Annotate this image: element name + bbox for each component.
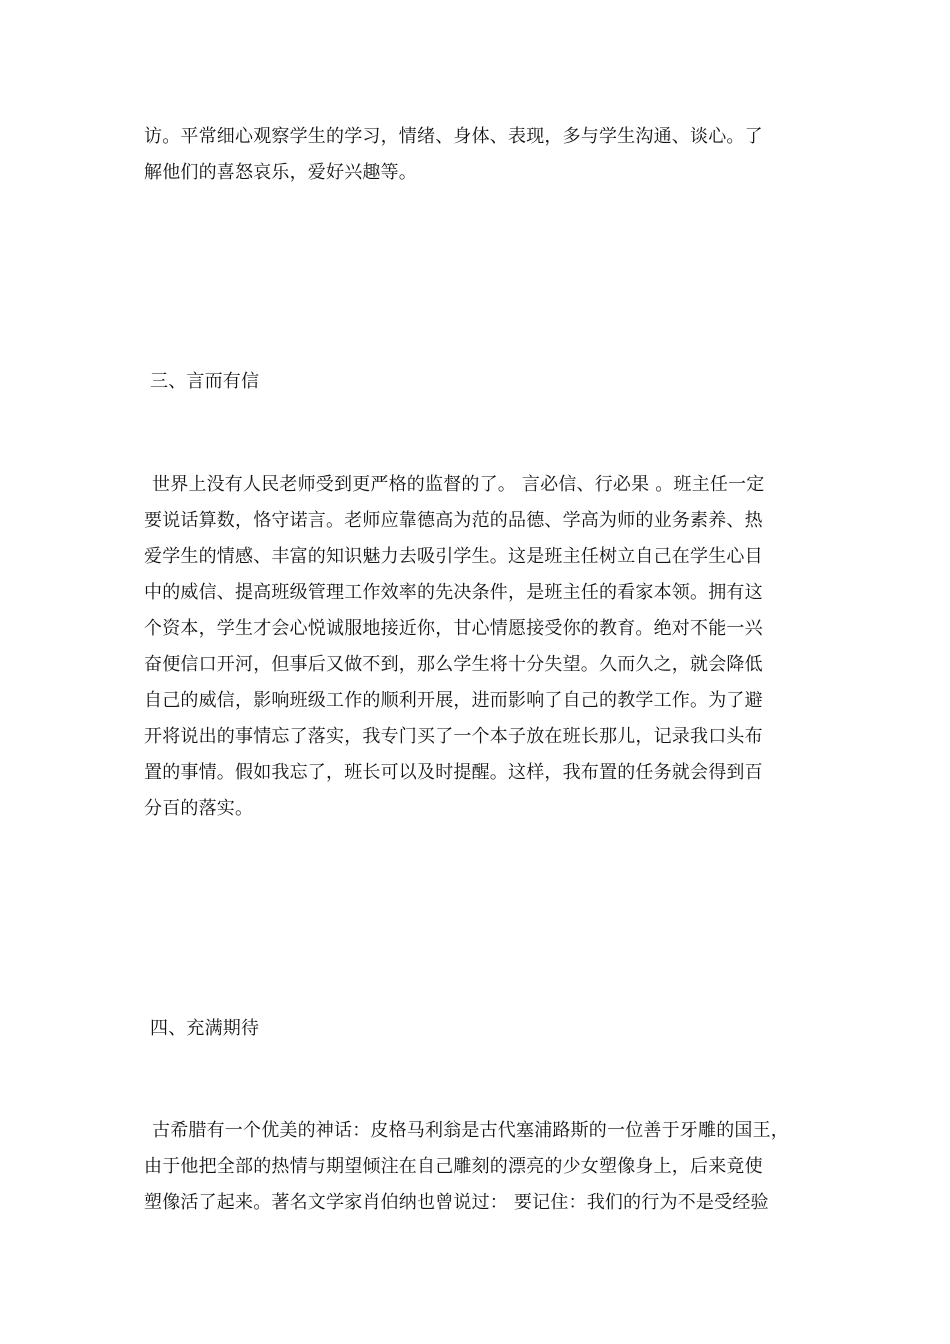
paragraph-line: 分百的落实。 [144, 798, 254, 819]
paragraph-line: 开将说出的事情忘了落实，我专门买了一个本子放在班长那儿，记录我口头布 [144, 726, 763, 747]
paragraph-line: 世界上没有人民老师受到更严格的监督的了。 言必信、行必果 。班主任一定 [152, 474, 765, 495]
paragraph-line: 奋便信口开河，但事后又做不到，那么学生将十分失望。久而久之，就会降低 [144, 654, 763, 675]
paragraph-line: 古希腊有一个优美的神话：皮格马利翁是古代塞浦路斯的一位善于牙雕的国王， [152, 1120, 789, 1141]
paragraph-line: 解他们的喜怒哀乐，爱好兴趣等。 [144, 162, 417, 183]
paragraph-line: 由于他把全部的热情与期望倾注在自己雕刻的漂亮的少女塑像身上，后来竟使 [144, 1156, 763, 1177]
paragraph-line: 置的事情。假如我忘了，班长可以及时提醒。这样，我布置的任务就会得到百 [144, 762, 763, 783]
paragraph-line: 访。平常细心观察学生的学习，情绪、身体、表现，多与学生沟通、谈心。了 [144, 126, 763, 147]
paragraph-line: 个资本，学生才会心悦诚服地接近你，甘心情愿接受你的教育。绝对不能一兴 [144, 618, 763, 639]
paragraph-line: 塑像活了起来。著名文学家肖伯纳也曾说过： 要记住：我们的行为不是受经验 [144, 1192, 769, 1213]
paragraph-line: 中的威信、提高班级管理工作效率的先决条件，是班主任的看家本领。拥有这 [144, 582, 763, 603]
paragraph-line: 要说话算数，恪守诺言。老师应靠德高为范的品德、学高为师的业务素养、热 [144, 510, 763, 531]
paragraph-line: 爱学生的情感、丰富的知识魅力去吸引学生。这是班主任树立自己在学生心目 [144, 546, 763, 567]
section-heading-4: 四、充满期待 [150, 1018, 260, 1039]
paragraph-line: 自己的威信，影响班级工作的顺利开展，进而影响了自己的教学工作。为了避 [144, 690, 763, 711]
section-heading-3: 三、言而有信 [150, 371, 260, 392]
